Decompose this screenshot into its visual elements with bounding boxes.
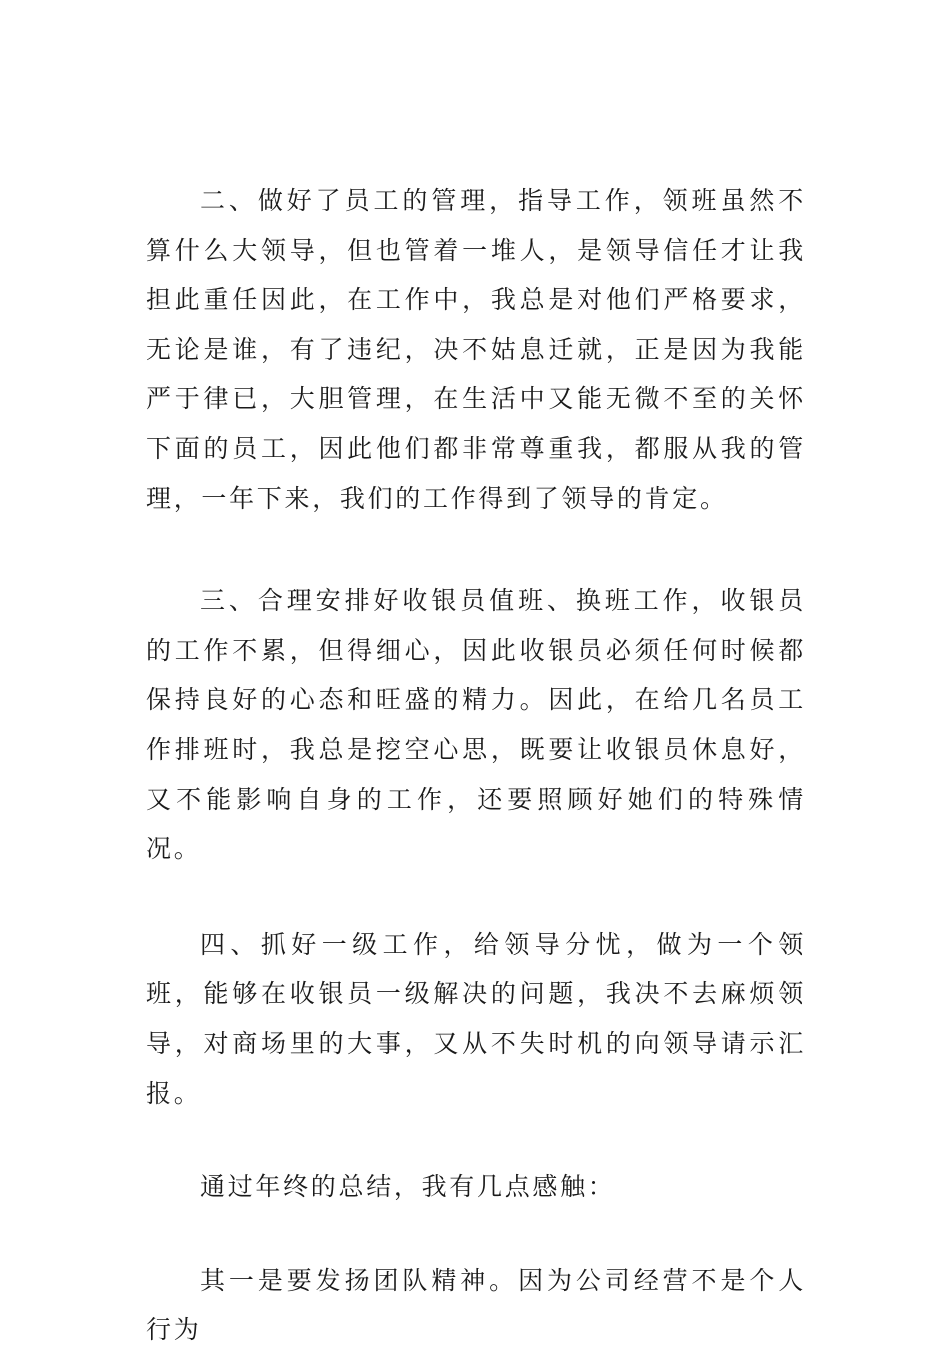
paragraph-spacer	[146, 874, 806, 920]
document-body	[146, 176, 806, 1355]
paragraph-spacer	[146, 1118, 806, 1162]
paragraph-spacer	[146, 1212, 806, 1256]
paragraph-summary-intro: 通过年终的总结，我有几点感触：	[200, 1172, 616, 1202]
paragraph-spacer	[146, 523, 806, 576]
paragraph-first-level-work: 四、抓好一级工作，给领导分忧，做为一个领班，能够在收银员一级解决的问题，我决不去麻烦领导，对商场里的大事，又从不失时机的向领导请示汇报。	[146, 929, 806, 1108]
paragraph-team-spirit: 其一是要发扬团队精神。因为公司经营不是个人行为	[146, 1265, 806, 1345]
paragraph-staff-management: 二、做好了员工的管理，指导工作，领班虽然不算什么大领导，但也管着一堆人，是领导信任才让我担此重任因此，在工作中，我总是对他们严格要求，无论是谁，有了违纪，决不姑息迁就，正是因为我能严于律已，大胆管理，在生活中又能无微不至的关怀下面的员工，因此他们都非常尊重我，都服从我的管理，一年下来，我们的工作得到了领导的肯定。	[146, 186, 806, 513]
paragraph-cashier-scheduling: 三、合理安排好收银员值班、换班工作，收银员的工作不累，但得细心，因此收银员必须任何时候都保持良好的心态和旺盛的精力。因此，在给几名员工作排班时，我总是挖空心思，既要让收银员休息好，又不能影响自身的工作，还要照顾好她们的特殊情况。	[146, 586, 806, 864]
